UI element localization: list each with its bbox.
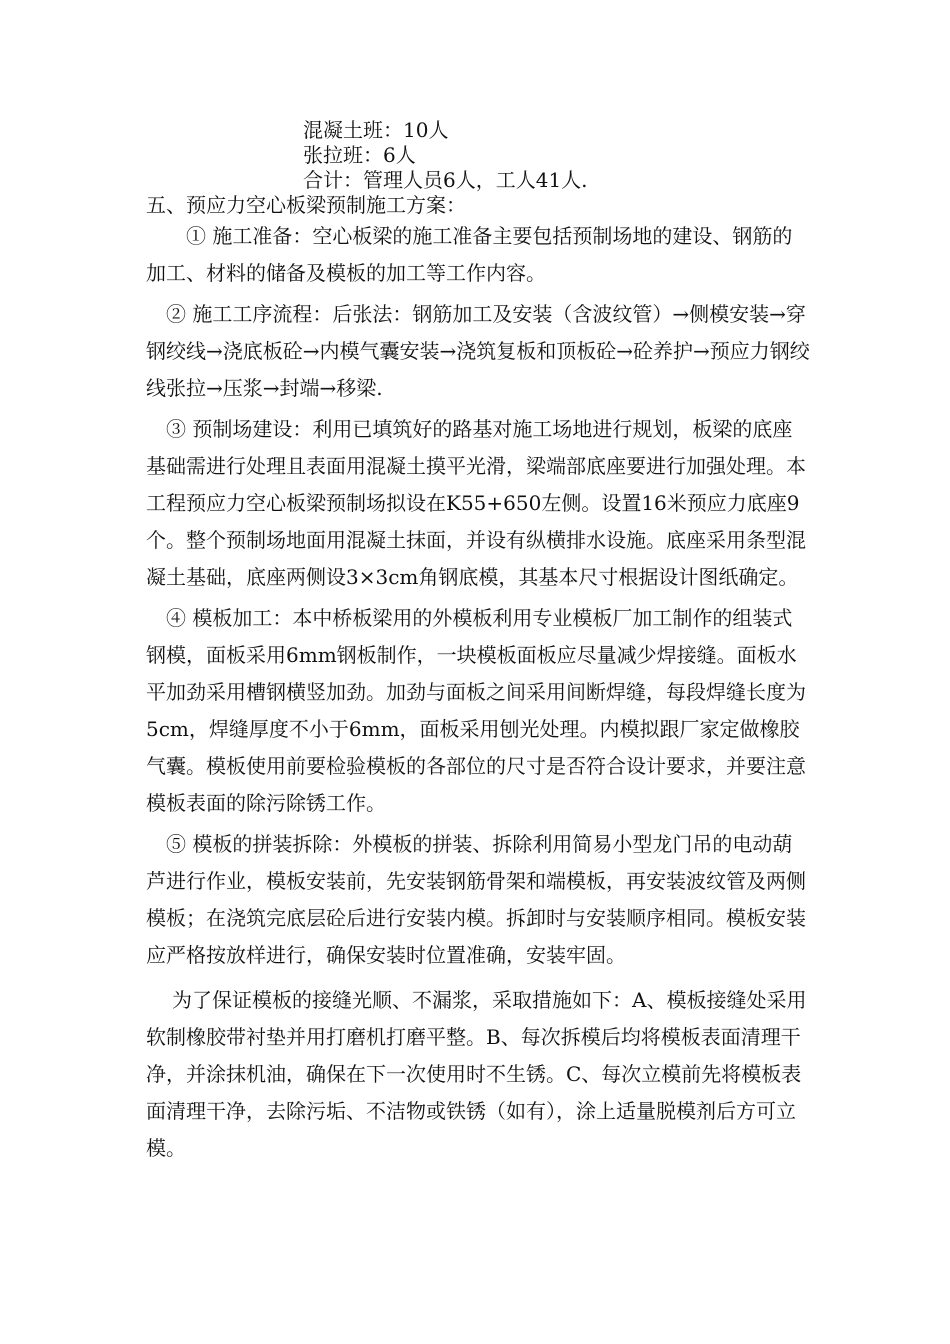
staff-total: 合计：管理人员6人，工人41人.	[303, 168, 588, 192]
paragraph-formwork-fabrication: ④ 模板加工：本中桥板梁用的外模板利用专业模板厂加工制作的组装式钢模，面板采用6mm钢板制作，一块模板面板应尽量减少焊接缝。面板水平加劲采用槽钢横竖加劲。加劲与面板之间采用间断焊缝，每段焊缝长度为5cm，焊缝厚度不小于6mm，面板采用刨光处理。内模拟跟厂家定做橡胶气囊。模板使用前要检验模板的各部位的尺寸是否符合设计要求，并要注意模板表面的除污除锈工作。	[146, 606, 806, 815]
paragraph-yard-construction: ③ 预制场建设：利用已填筑好的路基对施工场地进行规划，板梁的底座基础需进行处理且表面用混凝土摸平光滑，梁端部底座要进行加强处理。本工程预应力空心板梁预制场拟设在K55+650左侧。设置16米预应力底座9个。整个预制场地面用混凝土抹面，并设有纵横排水设施。底座采用条型混凝土基础，底座两侧设3×3cm角钢底模，其基本尺寸根据设计图纸确定。	[146, 417, 806, 589]
paragraph-formwork-assembly: ⑤ 模板的拼装拆除：外模板的拼装、拆除利用简易小型龙门吊的电动葫芦进行作业，模板安装前，先安装钢筋骨架和端模板，再安装波纹管及两侧模板；在浇筑完底层砼后进行安装内模。拆卸时与安装顺序相同。模板安装应严格按放样进行，确保安装时位置准确，安装牢固。	[146, 832, 806, 967]
section-heading: 五、预应力空心板梁预制施工方案：	[146, 193, 466, 217]
staff-list	[303, 118, 588, 193]
section-body	[146, 218, 810, 1167]
paragraph-joint-measures: 为了保证模板的接缝光顺、不漏浆，采取措施如下：A、模板接缝处采用软制橡胶带衬垫并用打磨机打磨平整。B、每次拆模后均将模板表面清理干净，并涂抹机油，确保在下一次使用时不生锈。C、每次立模前先将模板表面清理干净，去除污垢、不洁物或铁锈（如有），涂上适量脱模剂后方可立模。	[146, 988, 807, 1160]
staff-tension-team: 张拉班：6人	[303, 143, 416, 167]
staff-concrete-team: 混凝土班：10人	[303, 118, 449, 142]
paragraph-process-flow: ② 施工工序流程：后张法：钢筋加工及安装（含波纹管）→侧模安装→穿钢绞线→浇底板砼→内模气囊安装→浇筑复板和顶板砼→砼养护→预应力钢绞线张拉→压浆→封端→移梁.	[146, 302, 810, 400]
paragraph-preparation: ① 施工准备：空心板梁的施工准备主要包括预制场地的建设、钢筋的加工、材料的储备及模板的加工等工作内容。	[146, 224, 793, 285]
